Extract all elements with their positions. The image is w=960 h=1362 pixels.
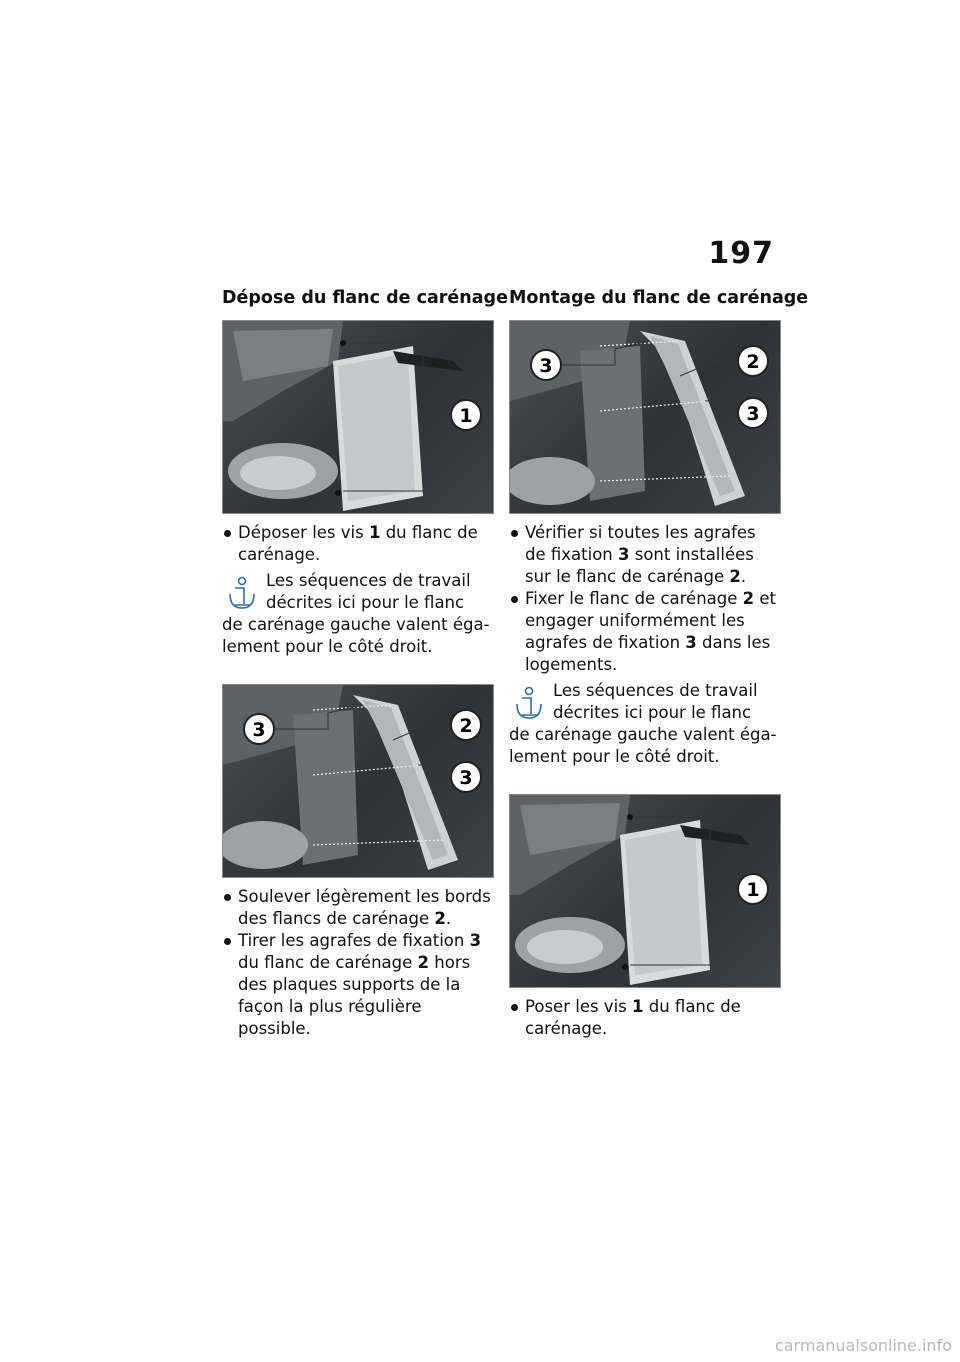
figure-install-clips <box>509 320 781 514</box>
section-title-removal: Dépose du flanc de carénage <box>222 288 508 308</box>
right-column <box>509 288 809 1040</box>
list-item: Poser les vis 1 du flanc de carénage. <box>509 996 781 1040</box>
callout-1: 1 <box>746 879 760 901</box>
install-steps-a <box>509 522 781 676</box>
callout-1: 1 <box>459 405 473 427</box>
info-icon <box>513 684 545 720</box>
callout-3b: 3 <box>459 767 473 789</box>
illustration-fairing-side <box>510 795 780 987</box>
list-item: Déposer les vis 1 du flanc de carénage. <box>222 522 494 566</box>
info-note: Les séquences de travail décrites ici pour le flanc de carénage gauche valent éga- lement pour le côté droit. <box>222 571 490 656</box>
info-note: Les séquences de travail décrites ici pour le flanc de carénage gauche valent éga- lement pour le côté droit. <box>509 681 777 766</box>
callout-3: 3 <box>252 719 266 741</box>
info-icon <box>226 574 258 610</box>
list-item: Fixer le flanc de carénage 2 et engager uniformément les agrafes de fixation 3 dans les logements. <box>509 588 781 676</box>
figure-install-screws <box>509 794 781 988</box>
left-column <box>222 288 508 1040</box>
watermark-footer: carmanualsonline.info <box>774 1336 952 1355</box>
illustration-fairing-clips <box>223 685 493 877</box>
callout-3: 3 <box>539 355 553 377</box>
removal-steps-b <box>222 886 494 1040</box>
list-item: Soulever légèrement les bords des flancs de carénage 2. <box>222 886 494 930</box>
list-item: Vérifier si toutes les agrafes de fixation 3 sont installées sur le flanc de carénage 2. <box>509 522 781 588</box>
callout-2: 2 <box>459 715 473 737</box>
page-number: 197 <box>708 236 774 271</box>
figure-removal-clips <box>222 684 494 878</box>
callout-3b: 3 <box>746 403 760 425</box>
callout-2: 2 <box>746 351 760 373</box>
list-item: Tirer les agrafes de fixation 3 du flanc de carénage 2 hors des plaques supports de la façon la plus régulière possible. <box>222 930 494 1040</box>
illustration-fairing-clips <box>510 321 780 513</box>
figure-removal-screws <box>222 320 494 514</box>
removal-steps-a <box>222 522 494 566</box>
section-title-installation: Montage du flanc de carénage <box>509 288 809 308</box>
illustration-fairing-side <box>223 321 493 513</box>
install-steps-b <box>509 996 781 1040</box>
